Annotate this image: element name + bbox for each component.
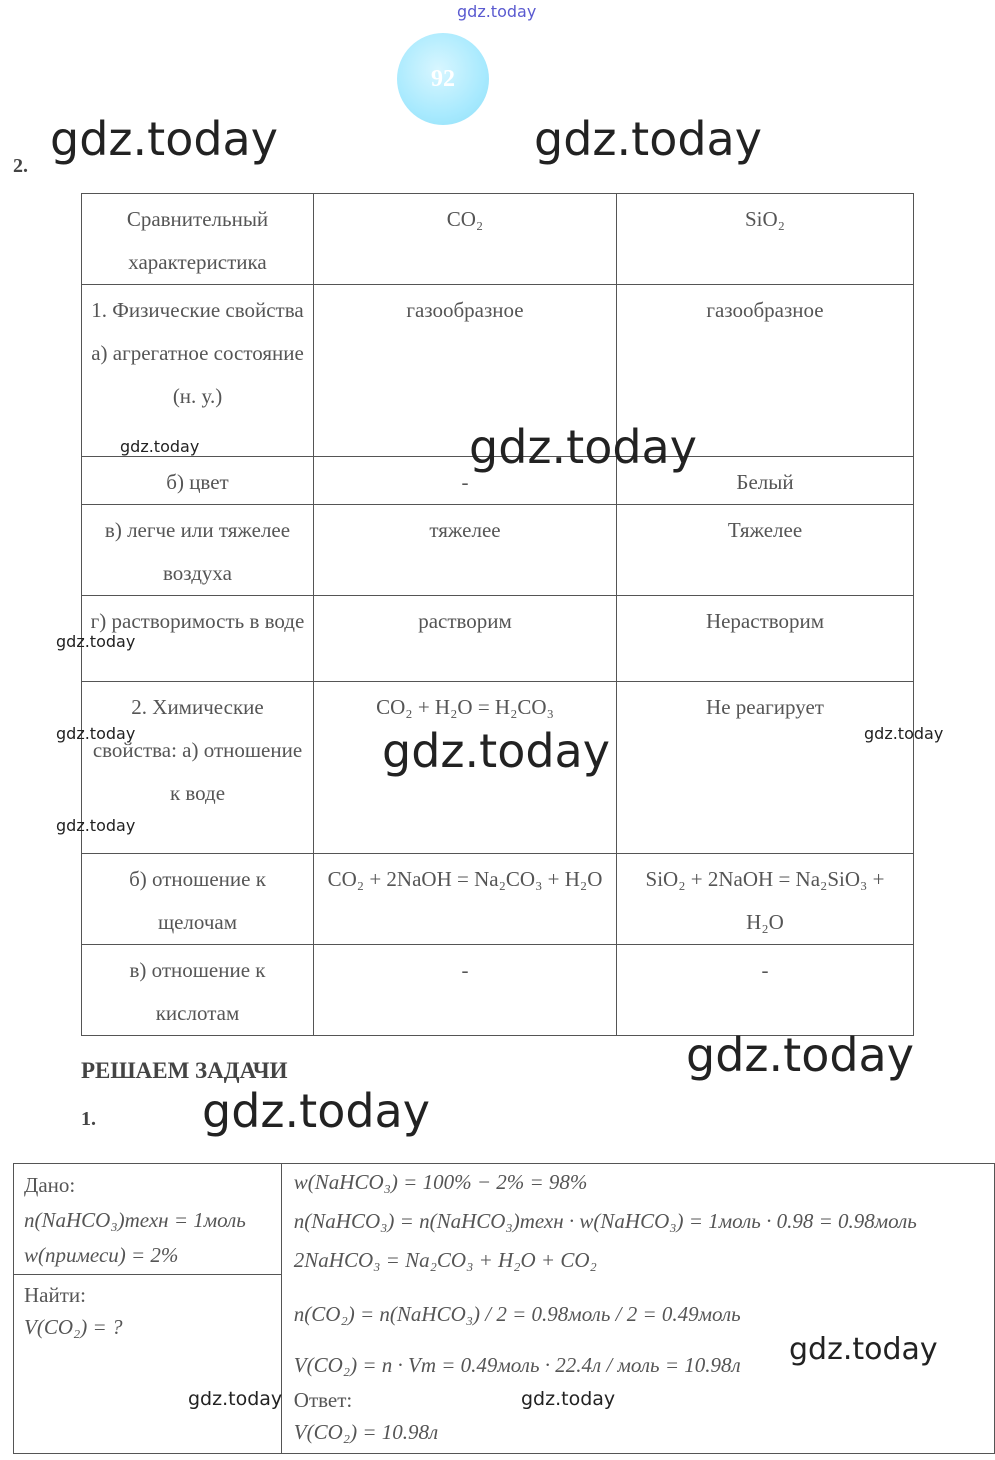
watermark: gdz.today xyxy=(469,420,697,474)
watermark: gdz.today xyxy=(382,724,610,778)
watermark: gdz.today xyxy=(120,437,200,456)
watermark: gdz.today xyxy=(56,632,136,651)
table-header-row xyxy=(82,194,914,285)
solution-line: V(CO₂) = n · Vm = 0.49моль · 22.4л / моль = 10.98л xyxy=(293,1353,741,1377)
row-co2-value: CO₂ + H₂O = H₂CO₃ xyxy=(314,682,617,854)
row-property: в) легче или тяжелее воздуха xyxy=(82,505,314,596)
watermark: gdz.today xyxy=(56,816,136,835)
row-sio2-value: Не реагирует xyxy=(617,682,914,854)
row-sio2-value: газообразное xyxy=(617,285,914,457)
find-label: Найти: xyxy=(24,1283,86,1308)
row-property: в) отношение к кислотам xyxy=(82,945,314,1036)
table-row xyxy=(82,596,914,682)
task-number-1: 1. xyxy=(81,1108,96,1130)
row-sio2-value: Нерастворим xyxy=(617,596,914,682)
row-co2-value: газообразное xyxy=(314,285,617,457)
watermark: gdz.today xyxy=(50,112,278,166)
find-value: V(CO₂) = ? xyxy=(24,1315,123,1340)
watermark: gdz.today xyxy=(534,112,762,166)
row-sio2-value: Тяжелее xyxy=(617,505,914,596)
table-row xyxy=(82,854,914,945)
page-number: 92 xyxy=(431,65,455,92)
watermark: gdz.today xyxy=(188,1388,283,1410)
task-number-2: 2. xyxy=(13,155,28,177)
find-block xyxy=(14,1275,282,1454)
row-co2-value: CO₂ + 2NaOH = Na₂CO₃ + H₂O xyxy=(314,854,617,945)
row-property: б) отношение к щелочам xyxy=(82,854,314,945)
section-title: РЕШАЕМ ЗАДАЧИ xyxy=(81,1058,288,1083)
row-co2-value: растворим xyxy=(314,596,617,682)
solution-line: w(NaHCO₃) = 100% − 2% = 98% xyxy=(293,1170,588,1194)
problem-table xyxy=(13,1163,995,1454)
solution-line: n(CO₂) = n(NaHCO₃) / 2 = 0.98моль / 2 = 0.49моль xyxy=(293,1302,741,1326)
given-item: n(NaHCO₃)техн = 1моль xyxy=(24,1208,246,1232)
answer-value: V(CO₂) = 10.98л xyxy=(293,1420,439,1444)
header-property: Сравнительный характеристика xyxy=(82,194,314,285)
solution-line: n(NaHCO₃) = n(NaHCO₃)техн · w(NaHCO₃) = 1моль · 0.98 = 0.98моль xyxy=(293,1209,917,1233)
given-block xyxy=(14,1164,282,1275)
solution-line: 2NaHCO₃ = Na₂CO₃ + H₂O + CO₂ xyxy=(293,1248,597,1272)
row-sio2-value: SiO₂ + 2NaOH = Na₂SiO₃ + H₂O xyxy=(617,854,914,945)
comparison-table xyxy=(81,193,914,1036)
table-row xyxy=(82,505,914,596)
page-number-badge xyxy=(397,33,489,125)
row-sio2-value: Белый xyxy=(617,457,914,505)
row-property: 2. Химические свойства: а) отношение к воде xyxy=(82,682,314,854)
watermark: gdz.today xyxy=(789,1332,938,1367)
given-label: Дано: xyxy=(24,1173,76,1197)
header-co2: CO₂ xyxy=(314,194,617,285)
row-property: г) растворимость в воде xyxy=(82,596,314,682)
watermark-top: gdz.today xyxy=(457,2,537,21)
watermark: gdz.today xyxy=(56,724,136,743)
row-sio2-value: - xyxy=(617,945,914,1036)
row-co2-value: - xyxy=(314,945,617,1036)
watermark: gdz.today xyxy=(521,1388,616,1410)
header-sio2: SiO₂ xyxy=(617,194,914,285)
row-property: 1. Физические свойства а) агрегатное состояние (н. у.) xyxy=(82,285,314,457)
row-property: б) цвет xyxy=(82,457,314,505)
watermark: gdz.today xyxy=(202,1084,430,1138)
given-item: w(примеси) = 2% xyxy=(24,1243,179,1267)
table-row xyxy=(82,945,914,1036)
solution-block xyxy=(281,1164,994,1454)
watermark: gdz.today xyxy=(686,1028,914,1082)
row-co2-value: - xyxy=(314,457,617,505)
row-co2-value: тяжелее xyxy=(314,505,617,596)
watermark: gdz.today xyxy=(864,724,944,743)
answer-label: Ответ: xyxy=(293,1388,353,1412)
